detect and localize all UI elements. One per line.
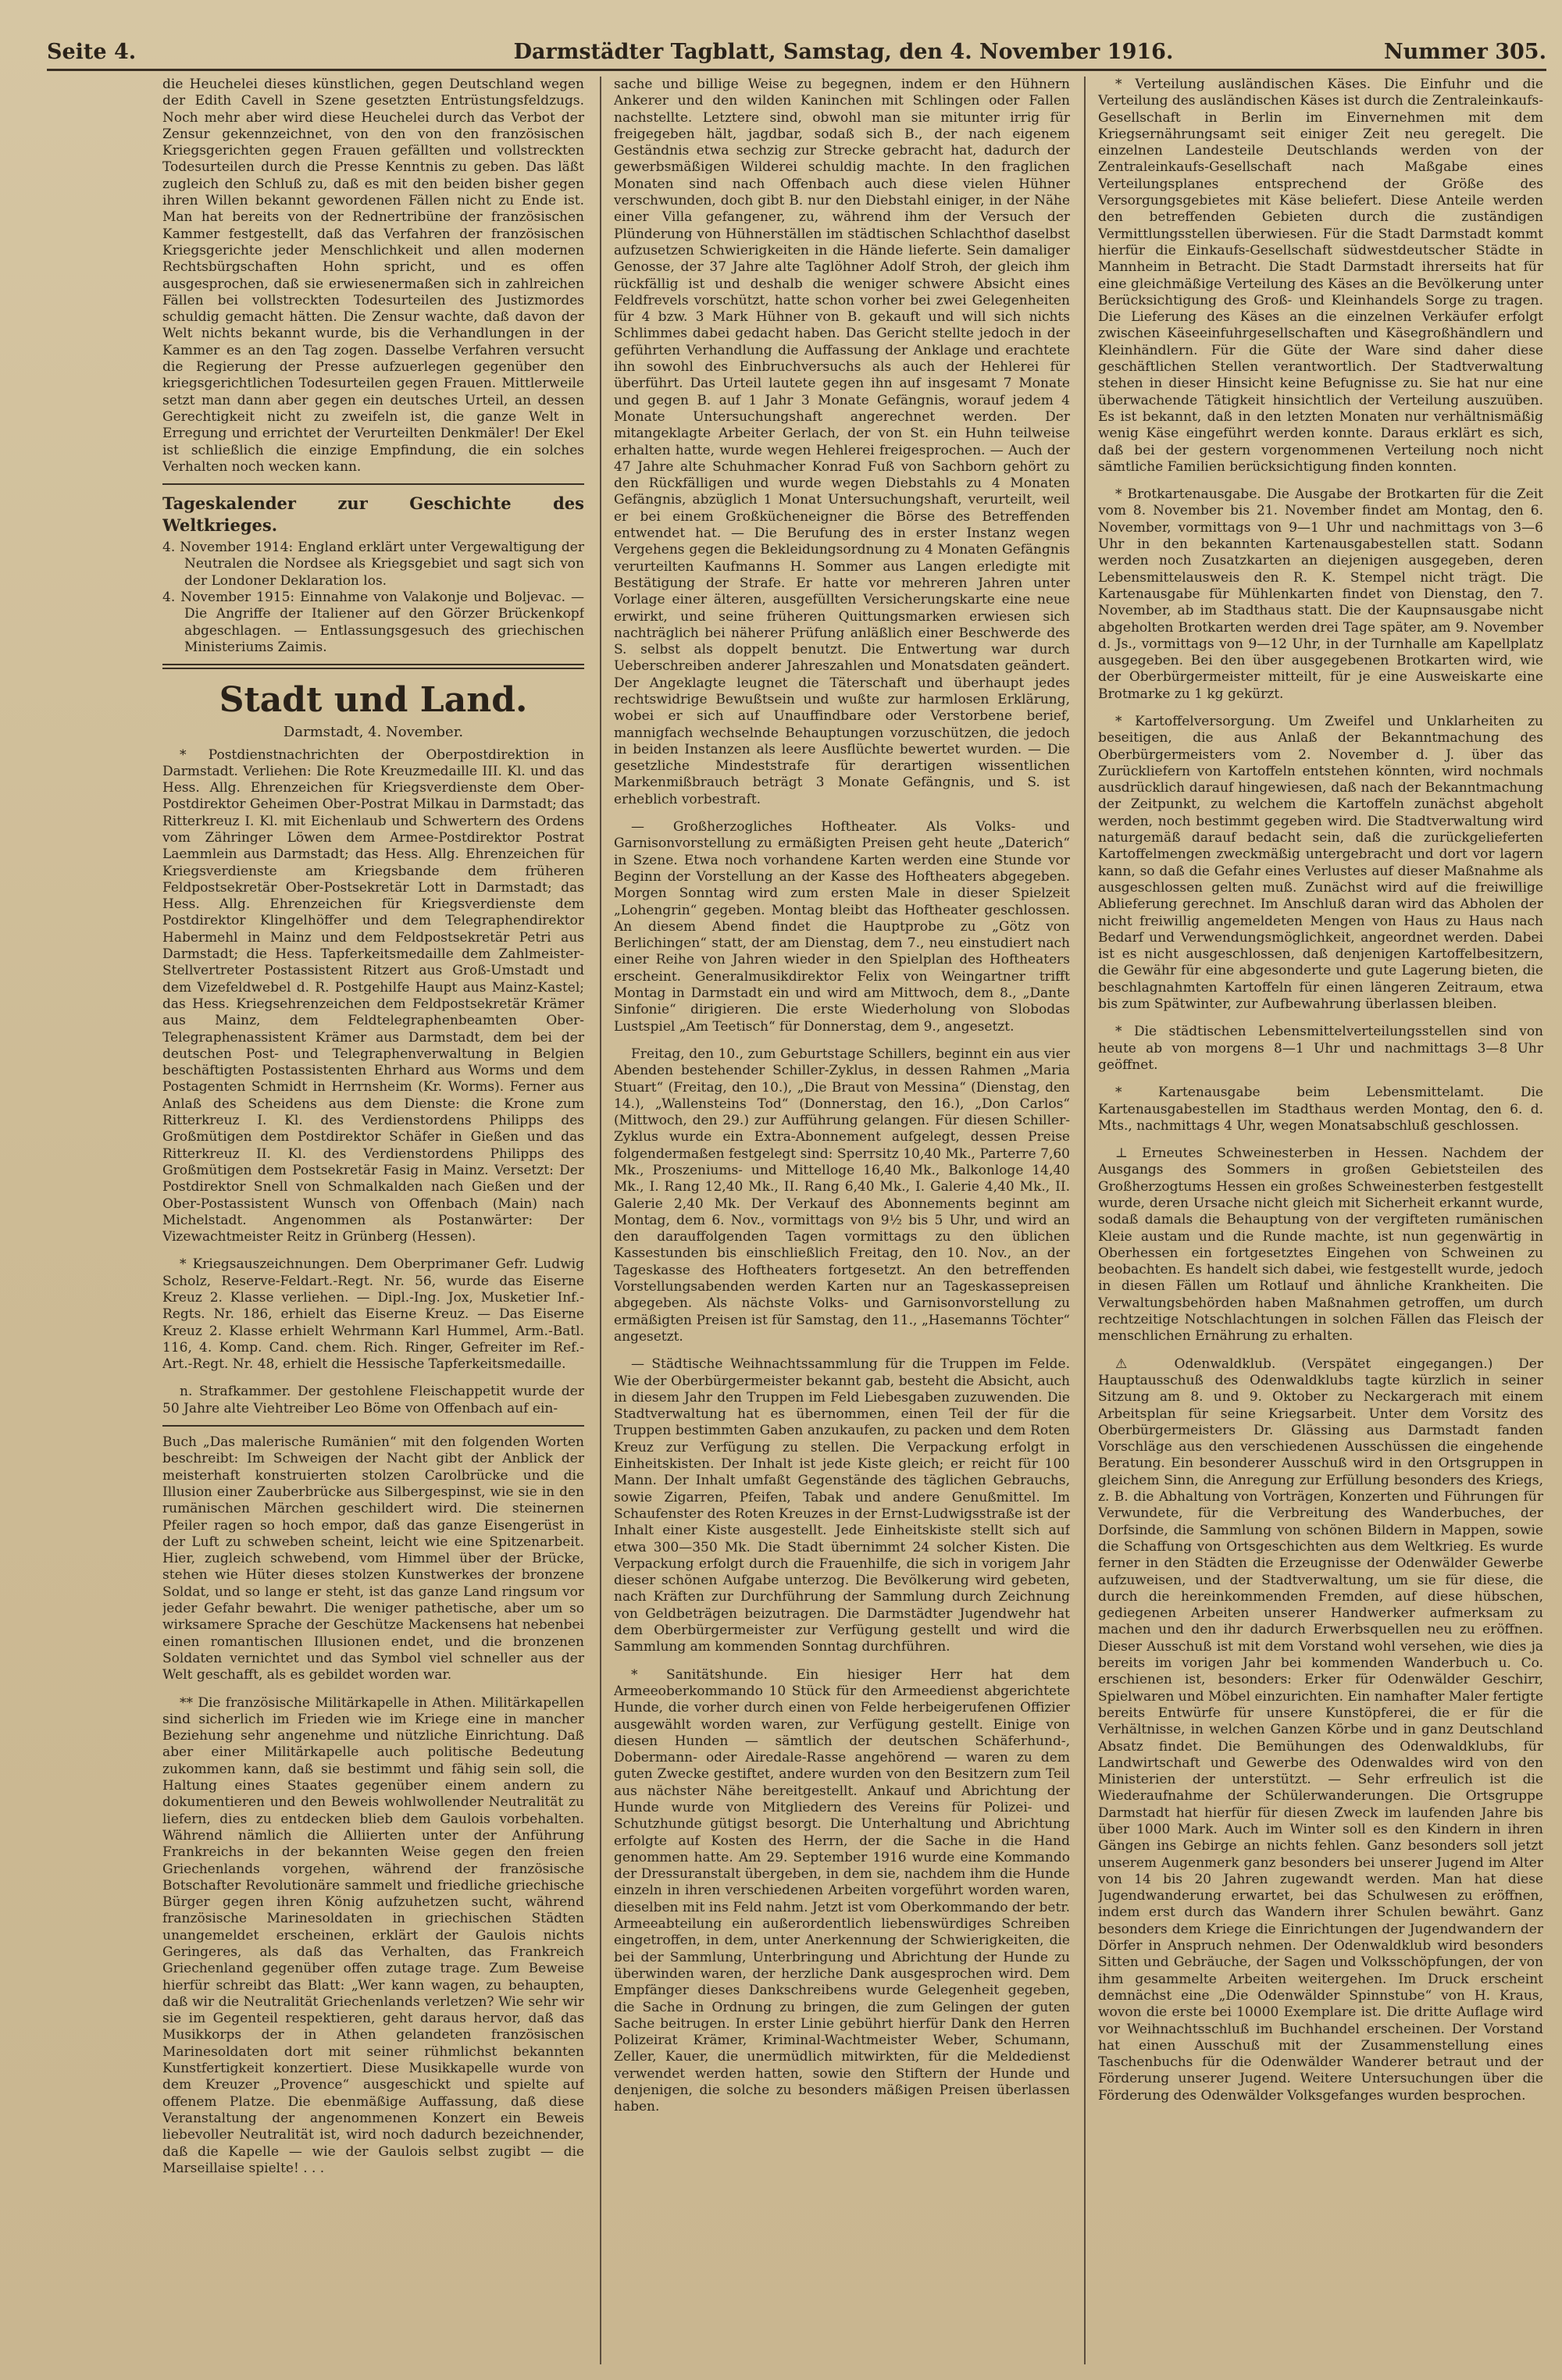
article-lebensmittelstellen: * Die städtischen Lebensmittelverteilungsstellen sind von heute ab von morgens 8—1 Uhr und nachmittags 3—8 Uhr geöffnet.	[1098, 1024, 1543, 1073]
kalender-entry-1915: 4. November 1915: Einnahme von Valakonje und Boljevac. — Die Angriffe der Italiener auf den Görzer Brückenkopf abgeschlagen. — Entlassungsgesuch des griechischen Ministeriums Zaimis.	[162, 590, 584, 655]
page-header	[47, 35, 1546, 66]
kalender-entry-1914: 4. November 1914: England erklärt unter Vergewaltigung der Neutralen die Nordsee als Kriegsgebiet und sagt sich von der Londoner Deklaration los.	[162, 540, 584, 589]
page-number: Seite 4.	[47, 40, 137, 64]
article-hoftheater: — Großherzogliches Hoftheater. Als Volks- und Garnisonvorstellung zu ermäßigten Preisen geht heute „Daterich“ in Szene. Etwa noch vorhandene Karten werden eine Stunde vor Beginn der Vorstellung an der Kasse des Hoftheaters abgegeben. Morgen Sonntag wird zum ersten Male in dieser Spielzeit „Lohengrin“ gegeben. Montag bleibt das Hoftheater geschlossen. An diesem Abend findet die Hauptprobe zu „Götz von Berlichingen“ statt, der am Dienstag, dem 7., neu einstudiert nach einer Reihe von Jahren wieder in den Spielplan des Hoftheaters erscheint. Generalmusikdirektor Felix von Weingartner trifft Montag in Darmstadt ein und wird am Mittwoch, dem 8., „Dante Sinfonie“ dirigieren. Die erste Wiederholung von Slobodas Lustspiel „Am Teetisch“ für Donnerstag, dem 9., angesetzt.	[614, 819, 1070, 1035]
article-kartoffel: * Kartoffelversorgung. Um Zweifel und Unklarheiten zu beseitigen, die aus Anlaß der Bekanntmachung des Oberbürgermeisters vom 2. November d. J. über das Zurückliefern von Kartoffeln entstehen könnten, wird nochmals ausdrücklich darauf hingewiesen, daß nach der Bekanntmachung der Zeitpunkt, zu welchem die Kartoffeln zunächst abgeholt werden, noch bestimmt gegeben wird. Die Stadtverwaltung wird naturgemäß darauf bedacht sein, daß die zurückgelieferten Kartoffelmengen zweckmäßig untergebracht und dort vor lagern kann, so daß die Gefahr eines Verlustes auf dieser Maßnahme als ausgeschlossen gelten muß. Zunächst wird auf die freiwillige Ablieferung gerechnet. Im Anschluß daran wird das Abholen der nicht freiwillig angemeldeten Mengen von Haus zu Haus nach Bedarf und Verwendungsmöglichkeit, angeordnet werden. Dabei ist es nicht ausgeschlossen, daß denjenigen Kartoffelbesitzern, die Gewähr für eine abgesonderte und gute Lagerung bieten, die beschlagnahmten Kartoffeln für einen längeren Zeitraum, etwa bis zum Spätwinter, zur Aufbewahrung überlassen bleiben.	[1098, 713, 1543, 1013]
article-sanitaetshunde: * Sanitätshunde. Ein hiesiger Herr hat dem Armeeoberkommando 10 Stück für den Armeedienst abgerichtete Hunde, die vorher durch einen von Felde herbeigerufenen Offizier ausgewählt worden waren, zur Verfügung gestellt. Einige von diesen Hunden — sämtlich der deutschen Schäferhund-, Dobermann- oder Airedale-Rasse angehörend — waren zu dem guten Zwecke gestiftet, andere wurden von den Besitzern zum Teil aus nächster Nähe bereitgestellt. Ankauf und Abrichtung der Hunde wurde von Mitgliedern des Vereins für Polizei- und Schutzhunde gütigst besorgt. Die Unterhaltung und Abrichtung erfolgte auf Kosten des Herrn, der die Sache in die Hand genommen hatte. Am 29. September 1916 wurde eine Kommando der Dressuranstalt übergeben, in dem sie, nachdem ihm die Hunde einzeln in ihren verschiedenen Arbeiten vorgeführt worden waren, dieselben mit ins Feld nahm. Jetzt ist vom Oberkommando der betr. Armeeabteilung ein außerordentlich liebenswürdiges Schreiben eingetroffen, in dem, unter Anerkennung der Schwierigkeiten, die bei der Sammlung, Unterbringung und Abrichtung der Hunde zu überwinden waren, der herzliche Dank ausgesprochen wird. Dem Empfänger dieses Dankschreibens wurde Gelegenheit gegeben, die Sache in Ordnung zu bringen, die zum Gelingen der guten Sache beitrugen. In erster Linie gebührt hierfür Dank den Herren Polizeirat Krämer, Kriminal-Wachtmeister Weber, Schumann, Zeller, Kauer, die unermüdlich mitwirkten, für die Meldedienst verwendet werden hatten, sowie den Stiftern der Hunde und denjenigen, die solche zu besonders mäßigen Preisen überlassen haben.	[614, 1666, 1070, 2115]
column-1	[162, 77, 584, 2364]
article-kaese: * Verteilung ausländischen Käses. Die Einfuhr und die Verteilung des ausländischen Käses ist durch die Zentraleinkaufs-Gesellschaft in Berlin im Einvernehmen mit dem Kriegsernährungsamt seit einiger Zeit neu geregelt. Die einzelnen Landesteile Deutschlands werden von der Zentraleinkaufs-Gesellschaft nach Maßgabe eines Verteilungsplanes entsprechend der Größe des Versorgungsgebietes mit Käse beliefert. Diese Anteile werden den betreffenden Gebieten durch die zuständigen Vermittlungsstellen überwiesen. Für die Stadt Darmstadt kommt hierfür die Einkaufs-Gesellschaft südwestdeutscher Städte in Mannheim in Betracht. Die Stadt Darmstadt ihrerseits hat für eine gleichmäßige Verteilung des Käses an die Bevölkerung unter Berücksichtigung des Groß- und Kleinhandels Sorge zu tragen. Die Lieferung des Käses an die einzelnen Verkäufer erfolgt zwischen Käseeinfuhrgesellschaften und Käsegroßhändlern und Kleinhändlern. Für die Güte der Ware sind daher diese geschäftlichen Stellen verantwortlich. Der Stadtverwaltung stehen in dieser Hinsicht keine Befugnisse zu. Sie hat nur eine überwachende Tätigkeit hinsichtlich der Verteilung auszuüben. Es ist bekannt, daß in den letzten Monaten nur verhältnismäßig wenig Käse eingeführt werden konnte. Daraus erklärt es sich, daß bei der gestern vorgenommenen Verteilung noch nicht sämtliche Familien berücksichtigung finden konnten.	[1098, 77, 1543, 475]
article-weihnachtssammlung: — Städtische Weihnachtssammlung für die Truppen im Felde. Wie der Oberbürgermeister bekannt gab, besteht die Absicht, auch in diesem Jahr den Truppen im Feld Liebesgaben zuzuwenden. Die Stadtverwaltung hat es übernommen, einen Teil der für die Truppen bestimmten Gaben anzukaufen, zu packen und dem Roten Kreuz zur Verfügung zu stellen. Die Verpackung erfolgt in Einheitskisten. Der Inhalt ist jede Kiste gleich; er reicht für 100 Mann. Der Inhalt umfaßt Gegenstände des täglichen Gebrauchs, sowie Zigarren, Pfeifen, Tabak und andere Genußmittel. Im Schaufenster des Roten Kreuzes in der Ernst-Ludwigsstraße ist der Inhalt einer Kiste ausgestellt. Jede Einheitskiste stellt sich auf etwa 300—350 Mk. Die Stadt übernimmt 24 solcher Kisten. Die Verpackung erfolgt durch die Frauenhilfe, die sich in vorigem Jahr dieser schönen Aufgabe unterzog. Die Bevölkerung wird gebeten, nach Kräften zur Durchführung der Sammlung durch Zeichnung von Geldbeträgen beizutragen. Die Darmstädter Jugendwehr hat dem Oberbürgermeister zur Verfügung gestellt und wird die Sammlung am kommenden Sonntag durchführen.	[614, 1356, 1070, 1655]
column-divider	[1084, 77, 1086, 2364]
divider	[162, 1425, 584, 1427]
article-brotkarten: * Brotkartenausgabe. Die Ausgabe der Brotkarten für die Zeit vom 8. November bis 21. November findet am Montag, den 6. November, vormittags von 9—1 Uhr und nachmittags von 3—6 Uhr in den bekannten Kartenausgabestellen statt. Sodann werden noch Zusatzkarten an diejenigen ausgegeben, deren Lebensmittelausweis den R. K. Stempel nicht trägt. Die Kartenausgabe für Mühlenkarten findet von Dienstag, den 7. November, ab im Stadthaus statt. Die der Kaupnsausgabe nicht abgeholten Brotkarten werden drei Tage später, am 9. November d. Js., vormittags von 9—12 Uhr, in der Turnhalle am Kapellplatz ausgegeben. Bei den über ausgegebenen Brotkarten wird, wie der Oberbürgermeister mitteilt, für je eine Ausweiskarte eine Brotmarke zu 1 kg gekürzt.	[1098, 486, 1543, 702]
article-postdienst: * Postdienstnachrichten der Oberpostdirektion in Darmstadt. Verliehen: Die Rote Kreuzmedaille III. Kl. und das Hess. Allg. Ehrenzeichen für Kriegsverdienste dem Ober-Postdirektor Geheimen Ober-Postrat Milkau in Darmstadt; das Ritterkreuz I. Kl. mit Eichenlaub und Schwertern des Ordens vom Zähringer Löwen dem Armee-Postdirektor Postrat Laemmlein aus Darmstadt; das Hess. Allg. Ehrenzeichen für Kriegsverdienste am Kriegsbande dem früheren Feldpostsekretär Ober-Postsekretär Lott in Darmstadt; das Hess. Allg. Ehrenzeichen für Kriegsverdienste dem Postdirektor Klingelhöffer und dem Telegraphendirektor Habermehl in Mainz und dem Feldpostsekretär Petri aus Darmstadt; die Hess. Tapferkeitsmedaille dem Zahlmeister-Stellvertreter Postassistent Ritzert aus Groß-Umstadt und dem Vizefeldwebel d. R. Postgehilfe Haupt aus Mainz-Kastel; das Hess. Kriegsehrenzeichen dem Feldpostsekretär Krämer aus Mainz, dem Feldtelegraphenbeamten Ober-Telegraphenassistent Krämer aus Darmstadt, dem bei der deutschen Post- und Telegraphenverwaltung in Belgien beschäftigten Postassistenten Ehrhard aus Worms und dem Postagenten Schmidt in Herrnsheim (Kr. Worms). Ferner aus Anlaß des Scheidens aus dem Dienste: die Krone zum Ritterkreuz I. Kl. des Verdienstordens Philipps des Großmütigen dem Postdirektor Schäfer in Gießen und das Ritterkreuz II. Kl. des Verdienstordens Philipps des Großmütigen dem Postsekretär Fasig in Mainz. Versetzt: Der Postdirektor Snell von Schmalkalden nach Gießen und der Ober-Postassistent Wunsch von Offenbach (Main) nach Michelstadt. Angenommen als Postanwärter: Der Vizewachtmeister Reitz in Grünberg (Hessen).	[162, 746, 584, 1245]
article-strafkammer-continuation: sache und billige Weise zu begegnen, indem er den Hühnern Ankerer und den wilden Kaninchen mit Schlingen oder Fallen nachstellte. Letztere sind, obwohl man sie mitunter irrig für freigegeben hält, jagdbar, sodaß sich B., der nach eigenem Geständnis etwa sechzig zur Strecke gebracht hat, dadurch der gewerbsmäßigen Wilderei schuldig machte. In den fraglichen Monaten sind nach Offenbach auch diese vielen Hühner verschwunden, doch gibt B. nur den Diebstahl einiger, in der Nähe einer Villa gefangener, zu, während ihm der Versuch der Plünderung von Hühnerställen im städtischen Schlachthof daselbst aufzusetzen Schwierigkeiten in die Hände lieferte. Sein damaliger Genosse, der 37 Jahre alte Taglöhner Adolf Stroh, der gleich ihm rückfällig ist und deshalb die weniger schwere Absicht eines Feldfrevels vorschützt, hatte schon vorher bei zwei Gelegenheiten für 4 bzw. 3 Mark Hühner von B. gekauft und will sich nichts Schlimmes dabei gedacht haben. Das Gericht stellte jedoch in der geführten Verhandlung die Auffassung der Anklage und erachtete ihn sowohl des Einbruchversuchs als auch der Hehlerei für überführt. Das Urteil lautete gegen ihn auf insgesamt 7 Monate und gegen B. auf 1 Jahr 3 Monate Gefängnis, worauf jedem 4 Monate Untersuchungshaft angerechnet werden. Der mitangeklagte Arbeiter Gerlach, der von St. ein Huhn teilweise erhalten hatte, wurde wegen Hehlerei freigesprochen. — Auch der 47 Jahre alte Schuhmacher Konrad Fuß von Sachborn gehört zu den Rückfälligen und wurde wegen Diebstahls zu 4 Monaten Gefängnis, abzüglich 1 Monat Untersuchungshaft, verurteilt, weil er bei einem Großkücheneigner die Börse des Betreffenden entwendet hat. — Die Berufung des in erster Instanz wegen Vergehens gegen die Bekleidungsordnung zu 4 Monaten Gefängnis verurteilten Kaufmanns H. Sommer aus Langen erledigte mit Bestätigung der Strafe. Er hatte vor mehreren Jahren unter Vorlage einer älteren, ausgefüllten Versicherungskarte eine neue erwirkt, und seine früheren Quittungsmarken erwiesen sich nachträglich bei näherer Prüfung anläßlich einer Beschwerde des S. selbst als doppelt benutzt. Die Entwertung war durch Ueberschreiben anderer Jahreszahlen und Monatsdaten geändert. Der Angeklagte leugnet die Täterschaft und überhaupt jedes rechtswidrige Bewußtsein und wußte zur harmlosen Erklärung, wobei er sich auf Unauffindbare oder Verstorbene berief, mannigfach wechselnde Behauptungen vorzuschützen, die jedoch in beiden Instanzen als leere Ausflüchte bewertet wurden. — Die gesetzliche Mindeststrafe für derartigen wissentlichen Markenmißbrauch beträgt 3 Monate Gefängnis, und S. ist erheblich vorbestraft.	[614, 77, 1070, 807]
article-schiller-zyklus: Freitag, den 10., zum Geburtstage Schillers, beginnt ein aus vier Abenden bestehender Schiller-Zyklus, in dessen Rahmen „Maria Stuart“ (Freitag, den 10.), „Die Braut von Messina“ (Dienstag, den 14.), „Wallensteins Tod“ (Donnerstag, den 16.), „Don Carlos“ (Mittwoch, den 29.) zur Aufführung gelangen. Für diesen Schiller-Zyklus wurde ein Extra-Abonnement aufgelegt, dessen Preise folgendermaßen festgelegt sind: Sperrsitz 10,40 Mk., Parterre 7,60 Mk., Proszeniums- und Mittelloge 16,40 Mk., Balkonloge 14,40 Mk., I. Rang 12,40 Mk., II. Rang 6,40 Mk., I. Galerie 4,40 Mk., II. Galerie 2,40 Mk. Der Verkauf des Abonnements beginnt am Montag, dem 6. Nov., vormittags von 9½ bis 5 Uhr, und wird an den darauffolgenden Tagen vormittags zu den üblichen Kassestunden bis einschließlich Freitag, den 10. Nov., an der Tageskasse des Hoftheaters fortgesetzt. An den betreffenden Vorstellungsabenden werden Karten nur an Tageskassepreisen abgegeben. Als nächste Volks- und Garnisonvorstellung zu ermäßigten Preisen ist für Samstag, den 11., „Hasemanns Töchter“ angesetzt.	[614, 1046, 1070, 1345]
kalender-title: Tageskalender zur Geschichte des Weltkrieges.	[162, 493, 584, 536]
column-2	[614, 77, 1070, 2364]
dateline: Darmstadt, 4. November.	[283, 724, 464, 741]
article-militaerkapelle: ** Die französische Militärkapelle in Athen. Militärkapellen sind sicherlich im Frieden wie im Kriege eine in mancher Beziehung sehr angenehme und nützliche Einrichtung. Daß aber einer Militärkapelle auch politische Bedeutung zukommen kann, daß sie bestimmt und fähig sein soll, die Haltung eines Staates gegenüber einem andern zu dokumentieren und den Beweis wohlwollender Neutralität zu liefern, dies zu entdecken blieb dem Gaulois vorbehalten. Während nämlich die Alliierten unter der Anführung Frankreichs in der bekannten Weise gegen den freien Griechenlands vorgehen, während der französische Botschafter Revolutionäre sammelt und friedliche griechische Bürger gegen ihren König aufzuhetzen sucht, während französische Marinesoldaten in griechischen Städten unangemeldet erscheinen, erklärt der Gaulois nichts Geringeres, als daß das Verhalten, das Frankreich Griechenland gegenüber offen zutage trage. Zum Beweise hierfür schreibt das Blatt: „Wer kann wagen, zu behaupten, daß wir die Neutralität Griechenlands verletzen? Wie sehr wir sie im Gegenteil respektieren, geht daraus hervor, daß das Musikkorps der in Athen gelandeten französischen Marinesoldaten dort mit seiner rühmlichst bekannten Kunstfertigkeit konzertiert. Diese Musikkapelle wurde von dem Kreuzer „Provence“ ausgeschickt und spielte auf offenem Platze. Die ebenmäßige Auffassung, daß diese Veranstaltung der angenommenen Konzert ein Beweis liebevoller Neutralität ist, wird noch dadurch bezeichnender, daß die Kapelle — wie der Gaulois selbst zugibt — die Marseillaise spielte! . . .	[162, 1694, 584, 2176]
header-rule	[47, 69, 1546, 71]
article-kriegsauszeichnungen: * Kriegsauszeichnungen. Dem Oberprimaner Gefr. Ludwig Scholz, Reserve-Feldart.-Regt. Nr. 56, wurde das Eiserne Kreuz 2. Klasse verliehen. — Dipl.-Ing. Jox, Musketier Inf.-Regts. Nr. 186, erhielt das Eiserne Kreuz. — Das Eiserne Kreuz 2. Klasse erhielt Wehrmann Karl Hummel, Arm.-Batl. 116, 4. Komp. Cand. chem. Rich. Ringer, Gefreiter im Ref.-Art.-Regt. Nr. 48, erhielt die Hessische Tapferkeitsmedaille.	[162, 1256, 584, 1373]
article-cavell-continuation: die Heuchelei dieses künstlichen, gegen Deutschland wegen der Edith Cavell in Szene gesetzten Entrüstungsfeldzugs. Noch mehr aber wird diese Heuchelei durch das Verbot der Zensur gekennzeichnet, von den von den französischen Kriegsgerichten gegen Frauen gefällten und vollstreckten Todesurteilen durch die Presse Kenntnis zu geben. Das läßt zugleich den Schluß zu, daß es mit den beiden bisher gegen ihren Willen bekannt gewordenen Fällen nicht zu Ende ist. Man hat bereits von der Rednertribüne der französischen Kammer festgestellt, daß das Verfahren der französischen Kriegsgerichte jeder Menschlichkeit und allen modernen Rechtsbürgschaften Hohn spricht, und es offen ausgesprochen, daß sie erwiesenermaßen sich in zahlreichen Fällen bei vollstreckten Todesurteilen des Justizmordes schuldig gemacht hätten. Die Zensur wachte, daß davon der Welt nichts bekannt wurde, bis die Verhandlungen in der Kammer es an den Tag zogen. Dasselbe Verfahren versucht die Regierung der Presse aufzuerlegen gegenüber den kriegsgerichtlichen Todesurteilen gegen Frauen. Mittlerweile setzt man dann aber gegen ein deutsches Urteil, an dessen Gerechtigkeit nicht zu zweifeln ist, die ganze Welt in Erregung und errichtet der Verurteilten Denkmäler! Der Ekel ist schließlich die einzige Empfindung, die ein solches Verhalten noch wecken kann.	[162, 77, 584, 475]
masthead: Darmstädter Tagblatt, Samstag, den 4. November 1916.	[513, 40, 1174, 64]
article-rumaenien: Buch „Das malerische Rumänien“ mit den folgenden Worten beschreibt: Im Schweigen der Nacht gibt der Anblick der meisterhaft konstruierten stolzen Carolbrücke und die Illusion einer Zauberbrücke aus Silbergespinst, wie sie in den rumänischen Märchen geschildert wird. Die steinernen Pfeiler ragen so hoch empor, daß das ganze Eisengerüst in der Luft zu schweben scheint, leicht wie eine Spitzenarbeit. Hier, zugleich schwebend, vom Himmel über der Brücke, stehen wie Hüter dieses stolzen Kunstwerkes der bronzene Soldat, und so lange er steht, ist das ganze Land ringsum vor jeder Gefahr bewahrt. Die weniger pathetische, aber um so wirksamere Sprache der Geschütze Mackensens hat nebenbei einen romantischen Illusionen endet, und die bronzenen Soldaten vernichtet und das Symbol viel schneller aus der Welt geschafft, als es gebildet worden war.	[162, 1434, 584, 1683]
divider	[162, 483, 584, 485]
section-title: Stadt und Land.	[219, 680, 528, 721]
column-divider	[600, 77, 601, 2364]
issue-number: Nummer 305.	[1383, 40, 1546, 64]
article-odenwaldklub: ⚠ Odenwaldklub. (Verspätet eingegangen.) Der Hauptausschuß des Odenwaldklubs tagte kürzlich in seiner Sitzung am 8. und 9. Oktober zu Neckargerach mit einem Arbeitsplan für seine Kriegsarbeit. Unter dem Vorsitz des Oberbürgermeisters Dr. Glässing aus Darmstadt fanden Vorschläge aus den verschiedenen Ausschüssen die eingehende Beratung. Ein besonderer Ausschuß wird in den Ortsgruppen in gleichem Sinn, die Anregung zur Erfüllung besonders des Kriegs, z. B. die Abhaltung von Vorträgen, Konzerten und Führungen für Verwundete, für die Verbreitung des Wanderbuches, der Dorfsinde, die Sammlung von schönen Bildern in Mappen, sowie die Schaffung von Ortsgeschichten aus dem Weltkrieg. Es wurde ferner in den Städten die Erzeugnisse der Odenwälder Gewerbe aufzuweisen, und der Stadtverwaltung, um sie für diese, die durch die hereinkommenden Fremden, auf diese hübschen, gediegenen Arbeiten unserer Handwerker aufmerksam zu machen und den ihr dadurch Erwerbsquellen neu zu eröffnen. Dieser Ausschuß ist mit dem Vorstand wohl versehen, wie dies ja bereits im vorigen Jahr bei kommenden Wanderbuch u. Co. erschienen ist, besonders: Erker für Odenwälder Geschirr, Spielwaren und Möbel einzurichten. Ein namhafter Maler fertigte bereits Entwürfe für unsere Kunstöpferei, die er für die Verhältnisse, in welchen Ganzen Körbe und in ganz Deutschland Absatz findet. Die Bemühungen des Odenwaldklubs, für Landwirtschaft und Gewerbe des Odenwaldes wird von den Ministerien der unterstützt. — Sehr erfreulich ist die Wiederaufnahme der Schülerwanderungen. Die Ortsgruppe Darmstadt hat hierfür für diesen Zweck im laufenden Jahre bis über 1000 Mark. Auch im Winter soll es den Kindern in ihren Gängen ins Gebirge an nichts fehlen. Ganz besonders soll jetzt unserem Augenmerk ganz besonders bei unserer Jugend im Alter von 14 bis 20 Jahren zugewandt werden. Man hat diese Jugendwanderung erwartet, bei das Schulwesen zu eröffnen, indem erst durch das Wandern ihrer Schulen bewährt. Ganz besonders dem Kriege die Einrichtungen der Jugendwandern der Dörfer in Anspruch nehmen. Der Odenwaldklub wird besonders Sitten und Gebräuche, der Sagen und Volksschöpfungen, der von ihm gesammelte Arbeiten weitergehen. Im Druck erscheint demnächst eine „Die Odenwälder Spinnstube“ von H. Kraus, wovon die erste bei 10000 Exemplare ist. Die dritte Auflage wird vor Weihnachtsschluß im Buchhandel erscheinen. Der Vorstand hat einen Ausschuß mit der Zusammenstellung eines Taschenbuchs für die Odenwälder Wanderer betraut und der Förderung unserer Jugend. Weitere Untersuchungen über die Förderung des Odenwälder Volksgefanges wurden besprochen.	[1098, 1356, 1543, 2104]
article-strafkammer: n. Strafkammer. Der gestohlene Fleischappetit wurde der 50 Jahre alte Viehtreiber Leo Böme von Offenbach auf ein-	[162, 1384, 584, 1416]
article-schweinesterben: ⊥ Erneutes Schweinesterben in Hessen. Nachdem der Ausgangs des Sommers in großen Gebietsteilen des Großherzogtums Hessen ein großes Schweinesterben festgestellt wurde, deren Ursache nicht gleich mit Sicherheit erkannt wurde, sodaß damals die Behauptung von der vergifteten rumänischen Kleie austam und die Runde machte, ist nun gegenwärtig in Oberhessen ein fortgesetztes Eingehen von Schweinen zu beobachten. Es handelt sich dabei, wie festgestellt wurde, jedoch in diesen Fällen um Rotlauf und ähnliche Krankheiten. Die Verwaltungsbehörden haben Maßnahmen getroffen, um durch rechtzeitige Notschlachtungen in solchen Fällen das Fleisch der menschlichen Ernährung zu erhalten.	[1098, 1145, 1543, 1345]
article-kartenausgabe: * Kartenausgabe beim Lebensmittelamt. Die Kartenausgabestellen im Stadthaus werden Montag, den 6. d. Mts., nachmittags 4 Uhr, wegen Monatsabschluß geschlossen.	[1098, 1085, 1543, 1134]
divider	[162, 664, 584, 669]
column-3	[1098, 77, 1543, 2364]
